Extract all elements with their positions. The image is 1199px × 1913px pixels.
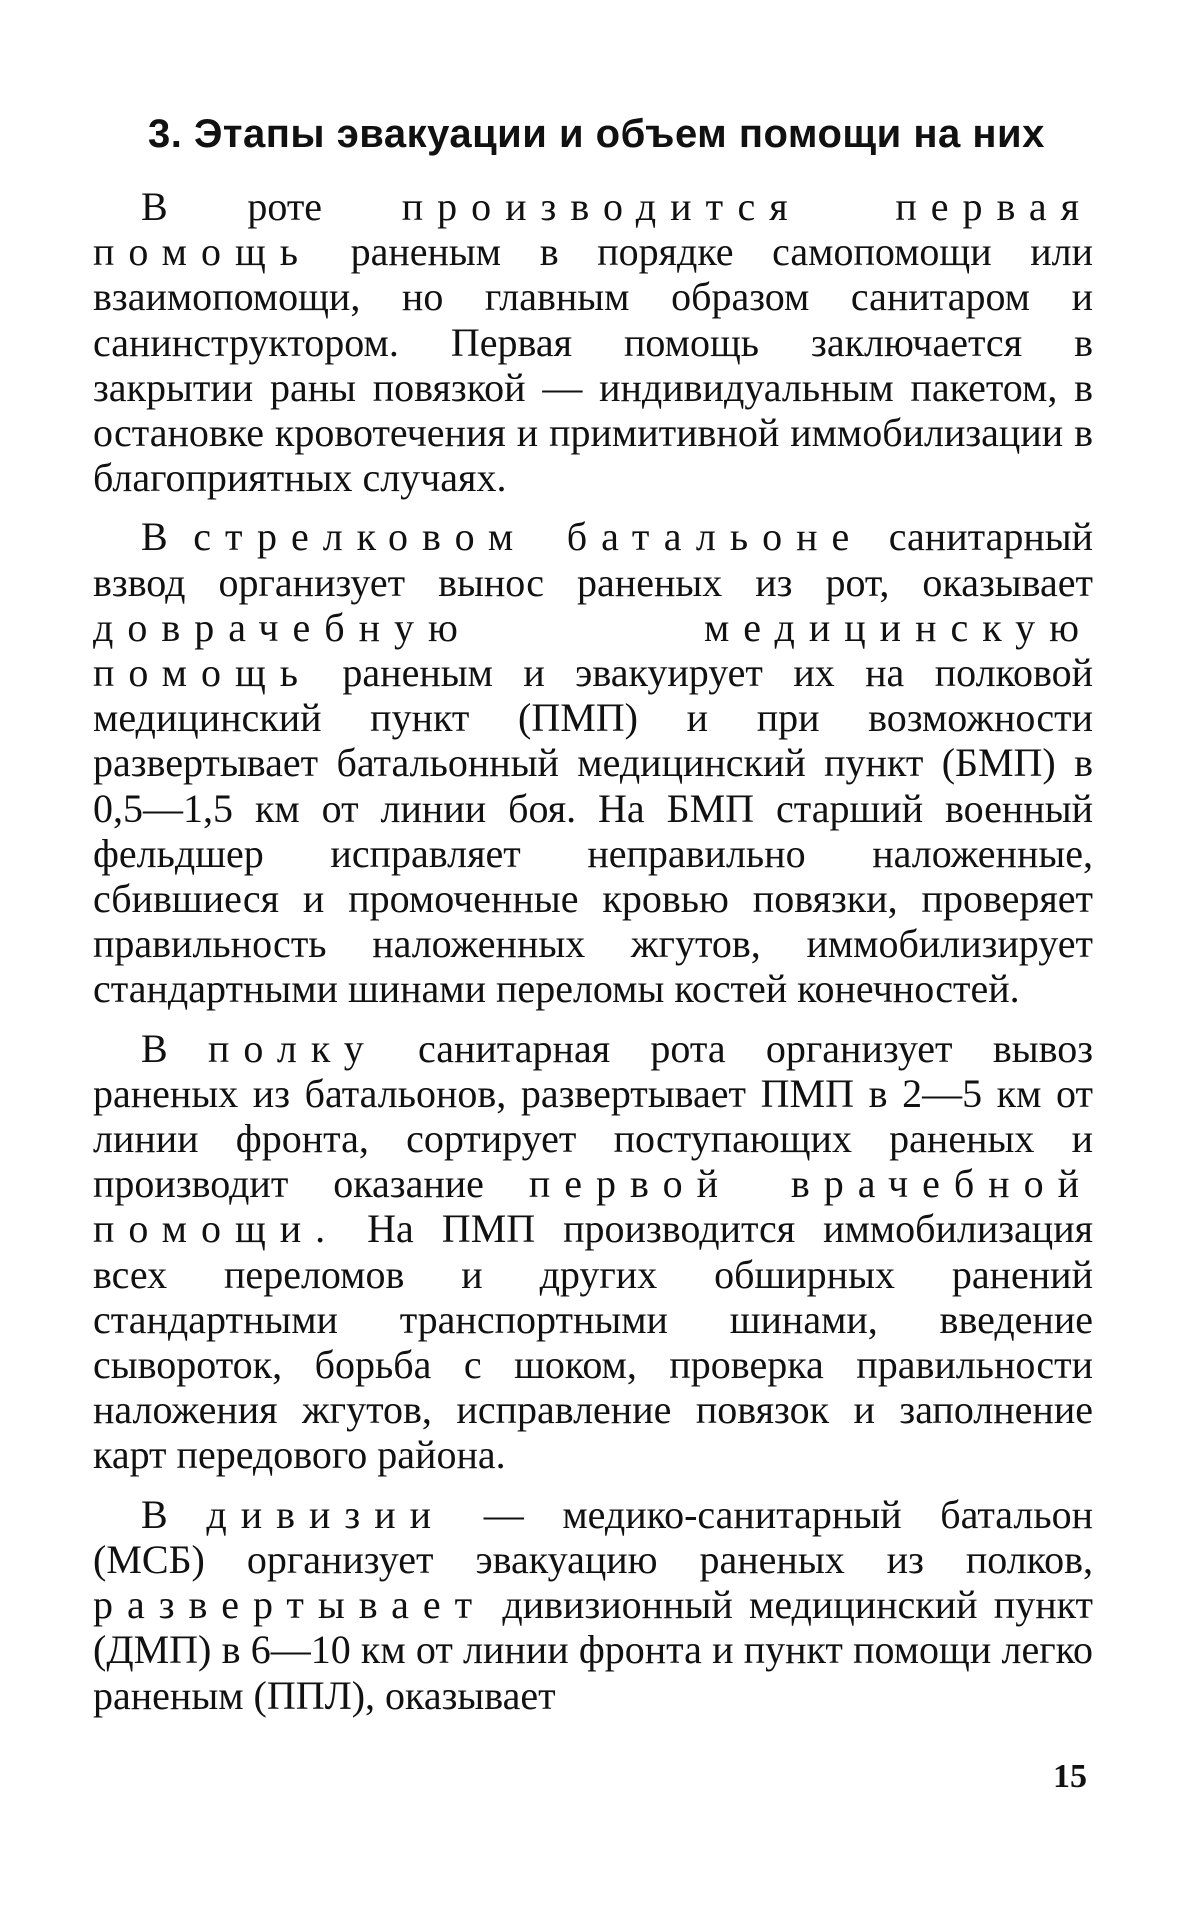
paragraph-regiment [93,1026,1093,1478]
division-spaced2: развертывает [93,1582,487,1628]
regiment-part1: санитарная рота организует вывоз раненых из батальонов, развертывает ПМП в 2—5 км от линии фронта, сортирует поступающих раненых и производит оказание [93,1025,1093,1207]
division-part1: — медико-санитарный батальон (МСБ) организует эвакуацию раненых из полков, [93,1491,1094,1582]
regiment-spaced: полку [207,1025,378,1071]
division-part2: дивизионный медицинский пункт (ДМП) в 6—10 км от линии фронта и пункт помощи легко раненым (ППЛ), оказывает [93,1582,1093,1718]
battalion-lead: В [141,514,168,560]
regiment-part2: На ПМП производится иммобилизация всех переломов и других обширных ранений стандартными транспортными шинами, введение сывороток, борьба с шоком, проверка правильности наложения жгутов, исправление повязок и заполнение карт передового района. [93,1206,1094,1478]
division-spaced: дивизии [206,1491,446,1537]
regiment-spaced2: первой врачебной помощи. [93,1161,1093,1252]
battalion-part1: санитарный взвод организует вынос раненых из рот, оказывает [93,514,1094,605]
body-text [93,184,1093,1718]
battalion-part2: раненым и эвакуирует их на полковой медицинский пункт (ПМП) и при возможности развертывает батальонный медицинский пункт (БМП) в 0,5—1,5 км от линии боя. На БМП старший военный фельдшер исправляет неправильно наложенные, сбившиеся и промоченные кровью повязки, проверяет правильность наложенных жгутов, иммобилизирует стандартными шинами переломы костей конечностей. [93,650,1093,1012]
battalion-spaced: стрелковом батальоне [193,514,864,560]
paragraph-battalion [93,514,1093,1011]
section-heading: 3. Этапы эвакуации и объем помощи на них [148,112,1045,156]
division-lead: В [141,1491,168,1537]
paragraph-division [93,1492,1093,1718]
company-spaced: производится первая помощь [93,184,1094,275]
company-body: раненым в порядке самопомощи или взаимопомощи, но главным образом санитаром и санинструктором. Первая помощь заключается в закрытии раны повязкой — индивидуальным пакетом, в остановке кровотечения и примитивной иммобилизации в благоприятных случаях. [93,229,1093,501]
page-number: 15 [1053,1758,1087,1795]
regiment-lead: В [141,1025,168,1071]
battalion-spaced2: доврачебную медицинскую помощь [93,604,1093,696]
paragraph-company [93,184,1093,500]
company-lead: В роте [141,184,323,229]
